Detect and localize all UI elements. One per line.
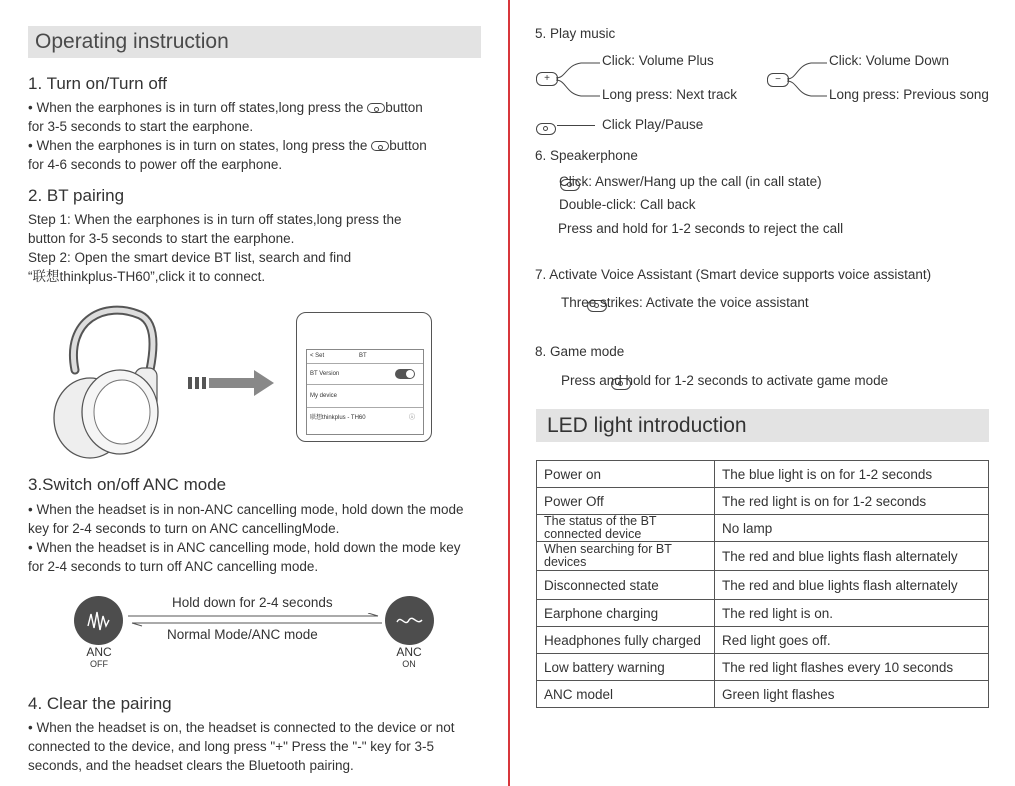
bt-screen-title: BT <box>359 353 367 359</box>
section-6-title: 6. Speakerphone <box>535 148 638 163</box>
power-button-icon <box>371 141 389 151</box>
minus-bracket-icon <box>787 60 827 100</box>
switch-arrows-icon <box>128 613 382 627</box>
minus-long-label: Long press: Previous song <box>829 87 989 102</box>
bt-toggle <box>395 369 415 379</box>
led-light-cell: The blue light is on for 1-2 seconds <box>715 461 989 488</box>
plus-bracket-icon <box>556 60 600 100</box>
hold-label: Hold down for 2-4 seconds <box>172 595 333 610</box>
s6-line1: Click: Answer/Hang up the call (in call state) <box>559 174 822 189</box>
plus-button-icon: + <box>536 72 558 86</box>
section-4-title: 4. Clear the pairing <box>28 694 172 713</box>
plus-click-label: Click: Volume Plus <box>602 53 714 68</box>
operating-instruction-header <box>28 26 481 58</box>
section-3-title: 3.Switch on/off ANC mode <box>28 475 227 494</box>
led-state-cell: Earphone charging <box>537 600 715 627</box>
led-state-cell: Headphones fully charged <box>537 627 715 654</box>
led-table-row <box>537 461 989 488</box>
led-header-title: LED light introduction <box>547 414 747 437</box>
plus-long-label: Long press: Next track <box>602 87 738 102</box>
section-4-text <box>28 718 455 775</box>
led-light-cell: The red light flashes every 10 seconds <box>715 654 989 681</box>
section-2-title: 2. BT pairing <box>28 186 125 205</box>
section-3-text <box>28 500 463 576</box>
s2-line2: button for 3-5 seconds to start the earphone. <box>28 231 295 246</box>
anc-on-label: ANC <box>396 645 422 659</box>
bt-version-label: BT Version <box>310 371 340 377</box>
info-icon: ⓘ <box>408 415 415 421</box>
s3-line1: • When the headset is in non-ANC cancelling mode, hold down the mode <box>28 502 464 517</box>
s4-line2: connected to the device, and long press "+" Press the "-" key for 3-5 <box>28 739 435 754</box>
led-table-row <box>537 627 989 654</box>
play-pause-label: Click Play/Pause <box>602 117 704 132</box>
s6-line2: Double-click: Call back <box>559 197 696 212</box>
play-connector-line <box>557 125 595 126</box>
section-5-title: 5. Play music <box>535 26 616 41</box>
led-state-cell: Disconnected state <box>537 571 715 600</box>
pairing-arrow-icon <box>188 370 274 396</box>
anc-off-label: ANC <box>86 645 112 659</box>
on-label: ON <box>402 659 416 669</box>
s2-line3: Step 2: Open the smart device BT list, search and find <box>28 250 352 265</box>
minus-click-label: Click: Volume Down <box>829 53 950 68</box>
page-divider <box>508 0 510 786</box>
s2-line4: “联想thinkplus-TH60”,click it to connect. <box>28 269 266 284</box>
bt-settings-screen <box>306 349 424 435</box>
led-table-row <box>537 600 989 627</box>
phone-illustration <box>296 312 432 442</box>
s3-line4: for 2-4 seconds to turn off ANC cancelling mode. <box>28 559 319 574</box>
device-name: 联想thinkplus - TH60 <box>310 415 366 421</box>
led-state-cell: Power Off <box>537 488 715 515</box>
s3-line3: • When the headset is in ANC cancelling mode, hold down the mode key <box>28 540 461 555</box>
led-state-cell: Power on <box>537 461 715 488</box>
led-light-cell: Green light flashes <box>715 681 989 708</box>
led-table-row <box>537 542 989 571</box>
led-table-row <box>537 571 989 600</box>
mode-button-icon <box>536 123 556 135</box>
anc-on-icon <box>385 596 434 645</box>
led-table <box>536 460 989 708</box>
led-light-cell: Red light goes off. <box>715 627 989 654</box>
s1-line4: for 4-6 seconds to power off the earphone. <box>28 157 283 172</box>
section-7-title: 7. Activate Voice Assistant (Smart device supports voice assistant) <box>535 267 932 282</box>
s3-line2: key for 2-4 seconds to turn on ANC cancellingMode. <box>28 521 340 536</box>
s1-line3: • When the earphones is in turn on states, long press the <box>28 138 368 153</box>
s1-line2: for 3-5 seconds to start the earphone. <box>28 119 254 134</box>
off-label: OFF <box>90 659 108 669</box>
s1-line1: • When the earphones is in turn off states,long press the <box>28 100 364 115</box>
section-1-title: 1. Turn on/Turn off <box>28 74 167 93</box>
anc-off-icon <box>74 596 123 645</box>
s8-line1: Press and hold for 1-2 seconds to activate game mode <box>561 373 889 388</box>
led-table-row <box>537 515 989 542</box>
led-table-row <box>537 681 989 708</box>
led-light-cell: No lamp <box>715 515 989 542</box>
s6-line3: Press and hold for 1-2 seconds to reject the call <box>558 221 844 236</box>
section-8-title: 8. Game mode <box>535 344 625 359</box>
section-2-text <box>28 210 401 286</box>
s2-line1: Step 1: When the earphones is in turn off states,long press the <box>28 212 402 227</box>
led-state-cell: When searching for BT devices <box>537 542 715 571</box>
section-1-text <box>28 98 427 174</box>
s1-line1-tail: button <box>385 100 423 115</box>
led-state-cell: The status of the BT connected device <box>537 515 715 542</box>
back-link: < Set <box>310 353 325 359</box>
led-table-row <box>537 488 989 515</box>
s4-line3: seconds, and the headset clears the Bluetooth pairing. <box>28 758 354 773</box>
led-header <box>536 409 989 442</box>
headphone-illustration <box>45 300 165 460</box>
s4-line1: • When the headset is on, the headset is connected to the device or not <box>28 720 455 735</box>
led-state-cell: Low battery warning <box>537 654 715 681</box>
s1-line3-tail: button <box>389 138 427 153</box>
my-device-label: My device <box>307 385 423 408</box>
led-light-cell: The red light is on for 1-2 seconds <box>715 488 989 515</box>
device-list-item <box>307 408 423 428</box>
led-state-cell: ANC model <box>537 681 715 708</box>
normal-mode-label: Normal Mode/ANC mode <box>167 627 318 642</box>
led-light-cell: The red light is on. <box>715 600 989 627</box>
minus-button-icon: − <box>767 73 789 87</box>
led-table-row <box>537 654 989 681</box>
operating-instruction-title: Operating instruction <box>35 30 229 53</box>
led-light-cell: The red and blue lights flash alternately <box>715 571 989 600</box>
s7-line1: Three strikes: Activate the voice assistant <box>561 295 809 310</box>
led-light-cell: The red and blue lights flash alternately <box>715 542 989 571</box>
power-button-icon <box>367 103 385 113</box>
